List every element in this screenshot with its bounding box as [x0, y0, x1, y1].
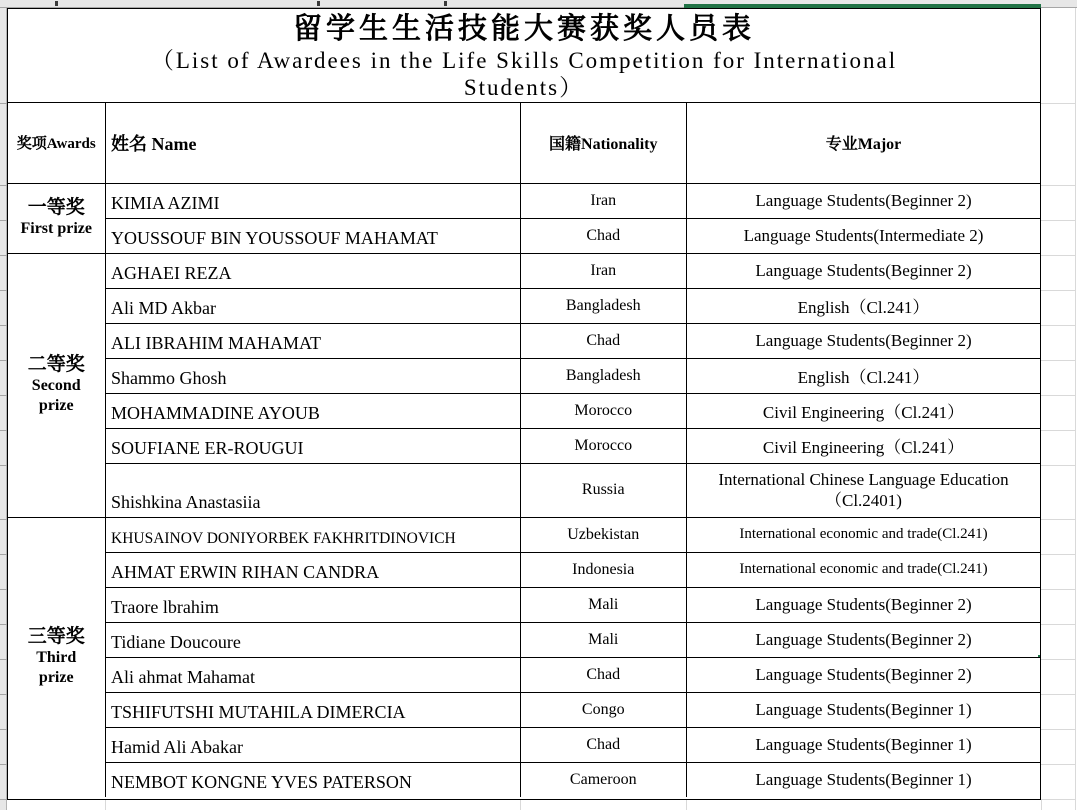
gridline	[1041, 103, 1075, 104]
row-header-separator	[0, 290, 7, 291]
row-header-separator	[0, 185, 7, 186]
header-name[interactable]: 姓名 Name	[106, 103, 520, 183]
prize-label-zh: 二等奖	[27, 354, 85, 376]
title-english-line2: Students）	[463, 75, 585, 100]
gridline	[1075, 8, 1076, 810]
major-cell[interactable]: Language Students(Beginner 2)	[687, 324, 1040, 358]
name-cell[interactable]: Shishkina Anastasiia	[106, 464, 520, 517]
header-major[interactable]: 专业Major	[687, 103, 1040, 183]
gridline	[686, 800, 687, 810]
name-cell[interactable]: Traore lbrahim	[106, 588, 520, 622]
prize-label-en: prize	[38, 669, 74, 687]
prize-label-zh: 一等奖	[27, 197, 85, 219]
gridline	[1041, 624, 1075, 625]
nationality-cell[interactable]: Cameroon	[521, 763, 686, 797]
gridline	[520, 800, 521, 810]
prize-label-en: Second	[31, 377, 81, 395]
prize-label-en: prize	[38, 397, 74, 415]
gridline	[1041, 589, 1075, 590]
major-cell[interactable]: Language Students(Beginner 2)	[687, 658, 1040, 692]
gridline	[1041, 430, 1075, 431]
row-header-separator	[0, 220, 7, 221]
row-header-separator	[0, 694, 7, 695]
row-header-separator	[0, 554, 7, 555]
major-cell[interactable]: Language Students(Beginner 2)	[687, 588, 1040, 622]
prize-cell[interactable]	[8, 184, 105, 253]
name-cell[interactable]: NEMBOT KONGNE YVES PATERSON	[106, 763, 520, 797]
nationality-cell[interactable]: Iran	[521, 254, 686, 288]
name-cell[interactable]: AGHAEI REZA	[106, 254, 520, 288]
sheet-area	[7, 8, 1041, 800]
name-cell[interactable]: Shammo Ghosh	[106, 359, 520, 393]
title-cell[interactable]	[8, 9, 1040, 103]
awardees-table	[8, 103, 1040, 797]
nationality-cell[interactable]: Mali	[521, 588, 686, 622]
nationality-cell[interactable]: Iran	[521, 184, 686, 218]
gridline	[1041, 325, 1075, 326]
prize-label-en: First prize	[20, 220, 93, 238]
gridline	[1041, 395, 1075, 396]
major-cell[interactable]: English（Cl.241）	[687, 359, 1040, 393]
column-headers-strip[interactable]	[0, 0, 1077, 8]
gridline	[1041, 694, 1075, 695]
major-cell[interactable]: English（Cl.241）	[687, 289, 1040, 323]
nationality-cell[interactable]: Congo	[521, 693, 686, 727]
row-header-separator	[0, 589, 7, 590]
major-cell[interactable]: Language Students(Intermediate 2)	[687, 219, 1040, 253]
gridline	[105, 800, 106, 810]
title-english-line1: （List of Awardees in the Life Skills Competition for International	[150, 48, 898, 73]
gridline	[1041, 799, 1075, 800]
header-nationality[interactable]: 国籍Nationality	[521, 103, 686, 183]
prize-cell[interactable]	[8, 254, 105, 517]
nationality-cell[interactable]: Chad	[521, 728, 686, 762]
row-header-separator	[0, 519, 7, 520]
gridline	[1041, 554, 1075, 555]
row-header-separator	[0, 325, 7, 326]
gridline	[1041, 255, 1075, 256]
major-cell[interactable]: Language Students(Beginner 1)	[687, 728, 1040, 762]
name-cell[interactable]: SOUFIANE ER-ROUGUI	[106, 429, 520, 463]
row-header-separator	[0, 465, 7, 466]
row-header-separator	[0, 624, 7, 625]
fill-handle[interactable]	[1037, 654, 1040, 657]
row-header-separator	[0, 659, 7, 660]
name-cell[interactable]: Tidiane Doucoure	[106, 623, 520, 657]
header-awards[interactable]: 奖项Awards	[8, 103, 105, 183]
nationality-cell[interactable]: Morocco	[521, 394, 686, 428]
name-cell[interactable]: KHUSAINOV DONIYORBEK FAKHRITDINOVICH	[106, 518, 520, 552]
nationality-cell[interactable]: Chad	[521, 658, 686, 692]
nationality-cell[interactable]: Russia	[521, 464, 686, 517]
major-cell[interactable]: Language Students(Beginner 2)	[687, 184, 1040, 218]
major-cell[interactable]: Civil Engineering（Cl.241）	[687, 394, 1040, 428]
name-cell[interactable]: AHMAT ERWIN RIHAN CANDRA	[106, 553, 520, 587]
major-cell[interactable]: Language Students(Beginner 1)	[687, 763, 1040, 797]
gridline	[1041, 800, 1042, 810]
nationality-cell[interactable]: Bangladesh	[521, 289, 686, 323]
name-cell[interactable]: Hamid Ali Abakar	[106, 728, 520, 762]
title-chinese: 留学生生活技能大赛获奖人员表	[292, 13, 755, 45]
name-cell[interactable]: KIMIA AZIMI	[106, 184, 520, 218]
nationality-cell[interactable]: Uzbekistan	[521, 518, 686, 552]
gridline	[1041, 290, 1075, 291]
gridline	[1041, 764, 1075, 765]
major-cell[interactable]: Language Students(Beginner 2)	[687, 254, 1040, 288]
prize-label-zh: 三等奖	[27, 626, 85, 648]
prize-cell[interactable]	[8, 518, 105, 797]
row-header-separator	[0, 103, 7, 104]
name-cell[interactable]: Ali ahmat Mahamat	[106, 658, 520, 692]
name-cell[interactable]: Ali MD Akbar	[106, 289, 520, 323]
gridline	[1041, 465, 1075, 466]
row-headers-strip[interactable]	[0, 8, 7, 810]
nationality-cell[interactable]: Bangladesh	[521, 359, 686, 393]
name-cell[interactable]: MOHAMMADINE AYOUB	[106, 394, 520, 428]
nationality-cell[interactable]: Chad	[521, 324, 686, 358]
gridline	[1041, 729, 1075, 730]
row-header-separator	[0, 729, 7, 730]
major-cell[interactable]: Language Students(Beginner 2)	[687, 623, 1040, 657]
major-cell[interactable]: Language Students(Beginner 1)	[687, 693, 1040, 727]
name-cell[interactable]: TSHIFUTSHI MUTAHILA DIMERCIA	[106, 693, 520, 727]
gridline	[1041, 220, 1075, 221]
row-header-separator	[0, 764, 7, 765]
gridline	[1041, 360, 1075, 361]
nationality-cell[interactable]: Indonesia	[521, 553, 686, 587]
column-header-tick	[317, 1, 320, 6]
major-cell[interactable]: International economic and trade(Cl.241)	[687, 553, 1040, 587]
major-cell[interactable]: International economic and trade(Cl.241)	[687, 518, 1040, 552]
nationality-cell[interactable]: Morocco	[521, 429, 686, 463]
name-cell[interactable]: YOUSSOUF BIN YOUSSOUF MAHAMAT	[106, 219, 520, 253]
gridline	[1041, 659, 1075, 660]
gridline	[1041, 185, 1075, 186]
row-header-separator	[0, 255, 7, 256]
major-cell[interactable]: International Chinese Language Education（Cl.2401)	[687, 464, 1040, 517]
row-header-separator	[0, 360, 7, 361]
gridline	[1041, 519, 1075, 520]
column-header-tick	[55, 1, 58, 6]
prize-label-en: Third	[36, 649, 77, 667]
row-header-separator	[0, 430, 7, 431]
nationality-cell[interactable]: Chad	[521, 219, 686, 253]
nationality-cell[interactable]: Mali	[521, 623, 686, 657]
column-header-tick	[444, 1, 447, 6]
major-cell[interactable]: Civil Engineering（Cl.241）	[687, 429, 1040, 463]
name-cell[interactable]: ALI IBRAHIM MAHAMAT	[106, 324, 520, 358]
row-header-separator	[0, 799, 7, 800]
row-header-separator	[0, 395, 7, 396]
